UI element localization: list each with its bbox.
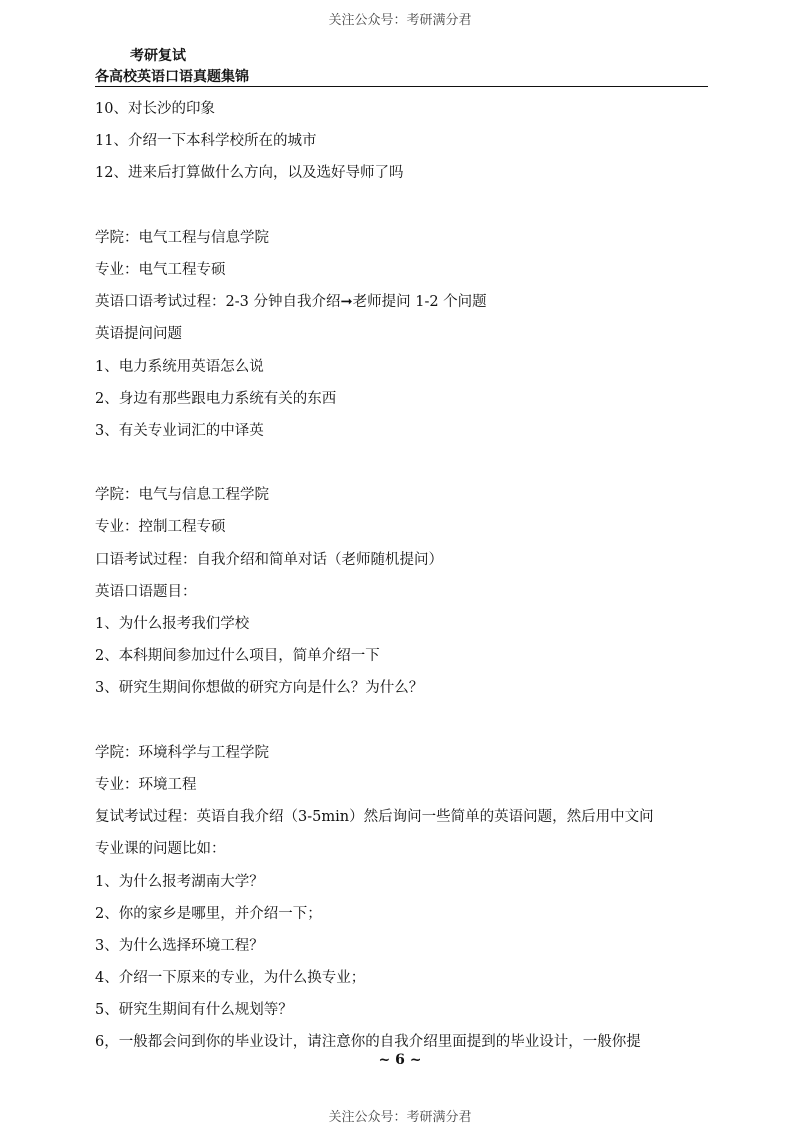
text-line: 专业：电气工程专硕 <box>95 261 226 278</box>
watermark-bottom: 关注公众号：考研满分君 <box>328 1110 472 1125</box>
header-title: 考研复试 <box>130 48 186 64</box>
header-subtitle: 各高校英语口语真题集锦 <box>95 69 249 85</box>
text-line: 2、你的家乡是哪里，并介绍一下； <box>95 905 322 922</box>
text-line: 2、本科期间参加过什么项目，简单介绍一下 <box>95 648 380 665</box>
text-line: 3、为什么选择环境工程？ <box>95 937 264 954</box>
text-line: 学院：电气工程与信息学院 <box>95 229 269 246</box>
text-line: 英语口语题目： <box>95 583 197 600</box>
paragraph-gap <box>95 705 710 737</box>
text-line: 12、进来后打算做什么方向，以及选好导师了吗 <box>95 165 404 182</box>
document-body <box>95 93 710 1059</box>
text-line: 专业课的问题比如： <box>95 841 226 858</box>
header-rule <box>95 86 708 87</box>
text-line: 学院：环境科学与工程学院 <box>95 744 269 761</box>
text-line: 英语提问问题 <box>95 326 182 343</box>
text-line: 1、为什么报考湖南大学？ <box>95 873 264 890</box>
text-line: 11、介绍一下本科学校所在的城市 <box>95 133 317 150</box>
text-line: 复试考试过程：英语自我介绍（3-5min）然后询问一些简单的英语问题，然后用中文问 <box>95 809 654 826</box>
text-line: 1、为什么报考我们学校 <box>95 616 250 632</box>
text-line: 1、电力系统用英语怎么说 <box>95 358 264 375</box>
text-line: 6，一般都会问到你的毕业设计，请注意你的自我介绍里面提到的毕业设计，一般你提 <box>95 1034 641 1051</box>
text-line: 5、研究生期间有什么规划等？ <box>95 1002 293 1019</box>
paragraph-gap <box>95 190 710 222</box>
text-line: 专业：控制工程专硕 <box>95 519 226 536</box>
paragraph-gap <box>95 447 710 479</box>
text-line: 3、研究生期间你想做的研究方向是什么？为什么？ <box>95 680 424 697</box>
text-line: 10、对长沙的印象 <box>95 101 215 117</box>
text-line: 口语考试过程：自我介绍和简单对话（老师随机提问） <box>95 551 443 568</box>
page-number: ~ 6 ~ <box>378 1052 422 1068</box>
text-line: 学院：电气与信息工程学院 <box>95 487 269 504</box>
watermark-top: 关注公众号：考研满分君 <box>328 13 472 28</box>
text-line: 3、有关专业词汇的中译英 <box>95 422 264 439</box>
text-line: 英语口语考试过程：2-3 分钟自我介绍➞老师提问 1-2 个问题 <box>95 294 487 311</box>
text-line: 2、身边有那些跟电力系统有关的东西 <box>95 390 337 407</box>
text-line: 4、介绍一下原来的专业，为什么换专业； <box>95 970 366 987</box>
text-line: 专业：环境工程 <box>95 776 197 793</box>
